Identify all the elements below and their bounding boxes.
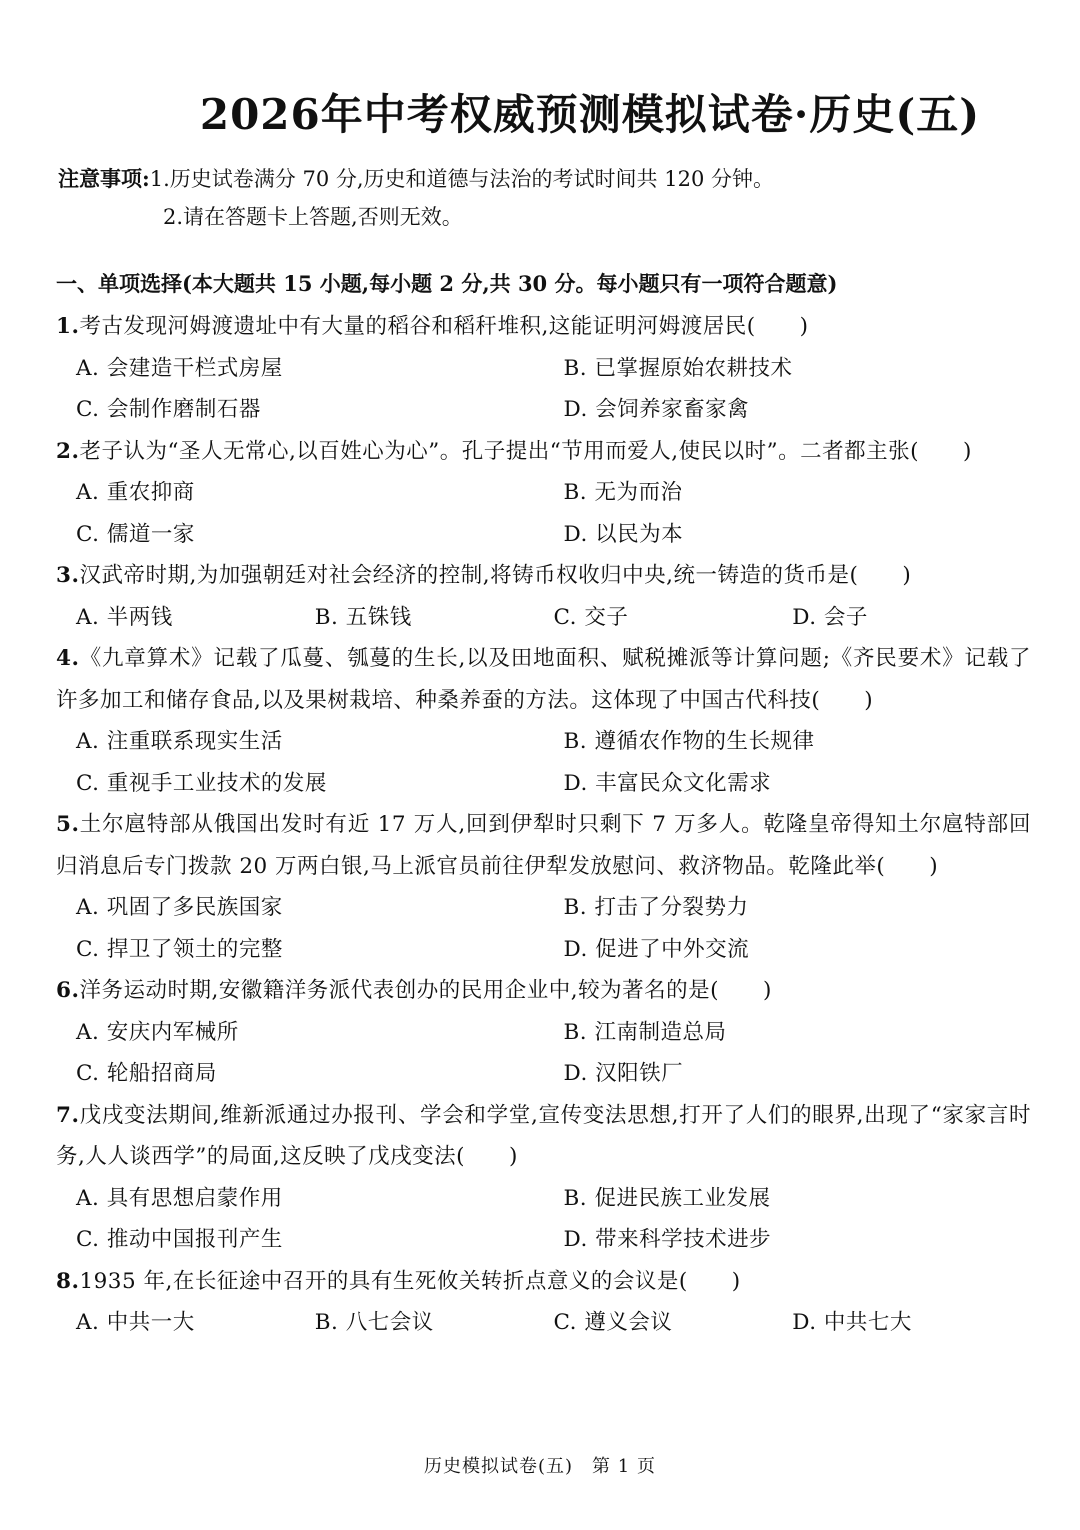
option-list bbox=[56, 472, 1031, 555]
notes-label: 注意事项: bbox=[58, 166, 150, 191]
notes-block bbox=[58, 160, 774, 236]
question-number: 2. bbox=[56, 438, 80, 464]
option-c: C. 会制作磨制石器 bbox=[76, 397, 261, 422]
option-b: B. 打击了分裂势力 bbox=[563, 895, 749, 920]
option-c: C. 推动中国报刊产生 bbox=[76, 1227, 283, 1252]
page-title: 2026年中考权威预测模拟试卷·历史(五) bbox=[199, 90, 981, 139]
option-d: D. 促进了中外交流 bbox=[563, 936, 750, 962]
option-d: D. 丰富民众文化需求 bbox=[563, 770, 772, 796]
question-number: 5. bbox=[56, 812, 80, 837]
question-text: 1935 年,在长征途中召开的具有生死攸关转折点意义的会议是( ) bbox=[79, 1268, 741, 1294]
question-number: 8. bbox=[56, 1268, 80, 1294]
question-6 bbox=[56, 970, 1031, 1095]
option-a: A. 中共一大 bbox=[76, 1310, 195, 1335]
option-list bbox=[56, 597, 1031, 639]
question-3 bbox=[56, 555, 1031, 638]
option-a: A. 注重联系现实生活 bbox=[76, 729, 283, 754]
question-stem bbox=[56, 306, 1031, 348]
option-c: C. 轮船招商局 bbox=[76, 1061, 217, 1086]
question-text: 土尔扈特部从俄国出发时有近 17 万人,回到伊犁时只剩下 7 万多人。乾隆皇帝得知土尔扈特部回归消息后专门拨款 20 万两白银,马上派官员前往伊犁发放慰问、救济物品。乾隆此举( ) bbox=[56, 812, 1031, 879]
option-a: A. 半两钱 bbox=[76, 604, 173, 630]
question-stem bbox=[56, 638, 1031, 721]
question-text: 洋务运动时期,安徽籍洋务派代表创办的民用企业中,较为著名的是( ) bbox=[79, 978, 772, 1003]
option-b: B. 已掌握原始农耕技术 bbox=[563, 355, 793, 381]
option-list bbox=[56, 887, 1031, 970]
section-heading: 一、单项选择(本大题共 15 小题,每小题 2 分,共 30 分。每小题只有一项符合题意) bbox=[56, 271, 838, 296]
question-stem bbox=[56, 1261, 1031, 1303]
question-stem bbox=[56, 970, 1031, 1012]
option-d: D. 会子 bbox=[792, 604, 868, 630]
question-stem bbox=[56, 1095, 1031, 1178]
question-text: 戊戌变法期间,维新派通过办报刊、学会和学堂,宣传变法思想,打开了人们的眼界,出现了“家家言时务,人人谈西学”的局面,这反映了戊戌变法( ) bbox=[56, 1102, 1031, 1169]
question-number: 3. bbox=[56, 563, 80, 588]
option-d: D. 以民为本 bbox=[563, 521, 684, 547]
question-text: 汉武帝时期,为加强朝廷对社会经济的控制,将铸币权收归中央,统一铸造的货币是( ) bbox=[79, 563, 912, 588]
option-d: D. 汉阳铁厂 bbox=[563, 1061, 684, 1086]
question-number: 4. bbox=[56, 646, 80, 671]
option-c: C. 儒道一家 bbox=[76, 521, 195, 547]
question-8 bbox=[56, 1261, 1031, 1344]
question-number: 6. bbox=[56, 978, 80, 1003]
option-b: B. 促进民族工业发展 bbox=[563, 1185, 771, 1211]
option-d: D. 中共七大 bbox=[792, 1310, 912, 1335]
note-line-1 bbox=[58, 160, 774, 198]
option-list bbox=[56, 1302, 1031, 1344]
question-text: 老子认为“圣人无常心,以百姓心为心”。孔子提出“节用而爱人,使民以时”。二者都主张( ) bbox=[79, 438, 972, 464]
option-list bbox=[56, 1178, 1031, 1261]
option-list bbox=[56, 721, 1031, 804]
question-list bbox=[56, 306, 1031, 1344]
question-1 bbox=[56, 306, 1031, 431]
option-c: C. 交子 bbox=[553, 604, 629, 630]
question-number: 1. bbox=[56, 314, 80, 339]
note-line-2 bbox=[58, 198, 774, 236]
note-text-1: 1.历史试卷满分 70 分,历史和道德与法治的考试时间共 120 分钟。 bbox=[149, 167, 774, 191]
option-d: D. 会饲养家畜家禽 bbox=[563, 397, 750, 422]
option-b: B. 江南制造总局 bbox=[563, 1019, 727, 1045]
question-5 bbox=[56, 804, 1031, 970]
page-footer: 历史模拟试卷(五) 第 1 页 bbox=[424, 1456, 656, 1477]
option-list bbox=[56, 1012, 1031, 1095]
question-stem bbox=[56, 431, 1031, 473]
question-7 bbox=[56, 1095, 1031, 1261]
option-b: B. 无为而治 bbox=[563, 480, 683, 505]
option-d: D. 带来科学技术进步 bbox=[563, 1227, 772, 1252]
question-2 bbox=[56, 431, 1031, 556]
option-a: A. 会建造干栏式房屋 bbox=[76, 355, 283, 381]
question-4 bbox=[56, 638, 1031, 804]
option-list bbox=[56, 348, 1031, 431]
option-a: A. 重农抑商 bbox=[76, 480, 195, 505]
option-b: B. 遵循农作物的生长规律 bbox=[563, 729, 815, 754]
option-a: A. 巩固了多民族国家 bbox=[76, 895, 283, 920]
option-c: C. 遵义会议 bbox=[553, 1310, 673, 1335]
option-b: B. 八七会议 bbox=[314, 1310, 434, 1335]
question-text: 《九章算术》记载了瓜蔓、瓠蔓的生长,以及田地面积、赋税摊派等计算问题;《齐民要术》记载了许多加工和储存食品,以及果树栽培、种桑养蚕的方法。这体现了中国古代科技( ) bbox=[56, 646, 1031, 713]
option-a: A. 具有思想启蒙作用 bbox=[76, 1185, 283, 1211]
question-text: 考古发现河姆渡遗址中有大量的稻谷和稻秆堆积,这能证明河姆渡居民( ) bbox=[79, 314, 809, 339]
option-a: A. 安庆内军械所 bbox=[76, 1019, 239, 1045]
note-text-2: 2.请在答题卡上答题,否则无效。 bbox=[163, 205, 463, 229]
question-stem bbox=[56, 804, 1031, 887]
option-b: B. 五铢钱 bbox=[314, 604, 412, 630]
question-stem bbox=[56, 555, 1031, 597]
question-number: 7. bbox=[56, 1102, 80, 1128]
option-c: C. 重视手工业技术的发展 bbox=[76, 770, 327, 796]
option-c: C. 捍卫了领土的完整 bbox=[76, 936, 283, 962]
